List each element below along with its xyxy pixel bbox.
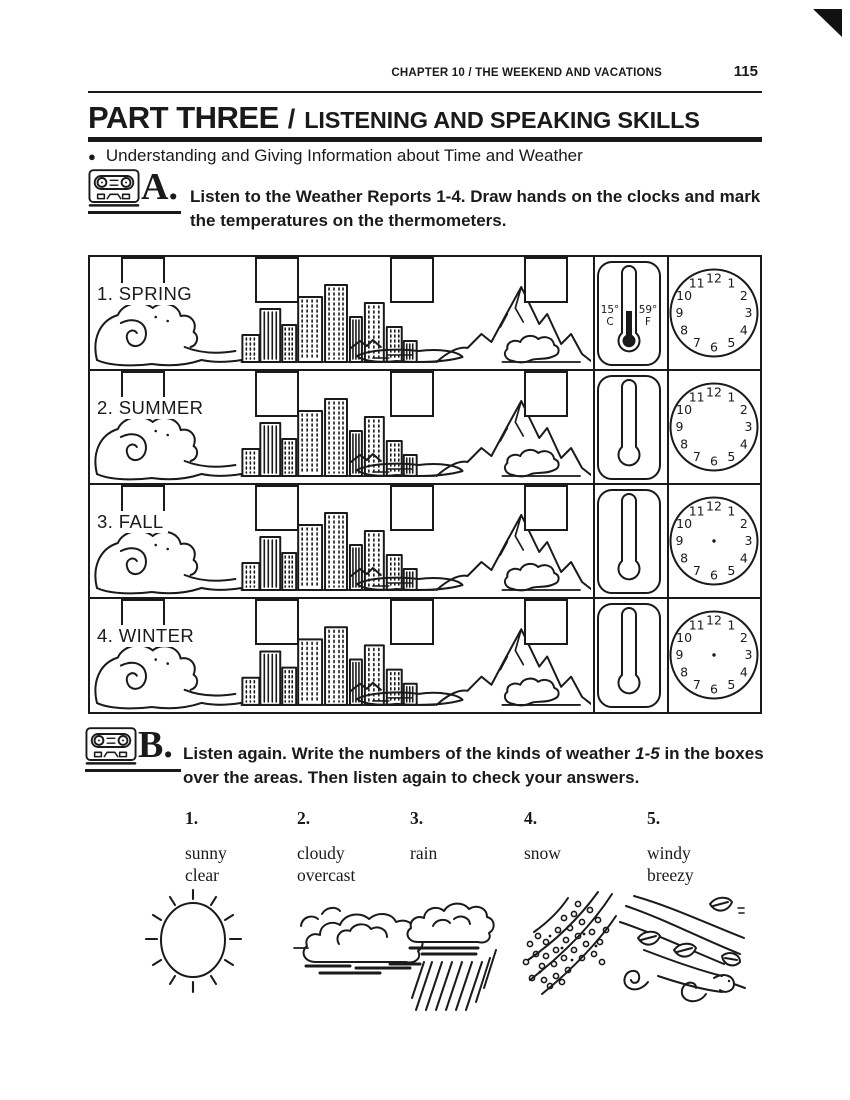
part-title-subtitle: LISTENING AND SPEAKING SKILLS	[304, 107, 700, 133]
svg-text:2: 2	[739, 629, 748, 645]
svg-text:12: 12	[706, 270, 722, 286]
clock-face[interactable]	[669, 382, 759, 472]
lesson-objective	[88, 146, 583, 166]
svg-text:8: 8	[680, 322, 689, 338]
svg-text:12: 12	[706, 498, 722, 514]
clock-center-dot	[712, 653, 715, 656]
clock-face[interactable]	[669, 496, 759, 586]
svg-text:6: 6	[710, 453, 718, 469]
answer-box[interactable]	[255, 371, 299, 417]
svg-text:6: 6	[710, 339, 718, 355]
svg-text:4: 4	[739, 436, 748, 452]
season-label: 1. SPRING	[97, 283, 196, 305]
section-b-underline	[85, 769, 181, 772]
table-row-fall	[90, 485, 760, 599]
svg-text:8: 8	[680, 664, 689, 680]
thermometer[interactable]	[597, 603, 661, 708]
svg-text:6: 6	[710, 681, 718, 697]
weather-key-number: 4.	[524, 808, 538, 828]
clock-center-dot	[712, 539, 715, 542]
svg-text:7: 7	[692, 563, 701, 579]
section-a-underline	[88, 211, 181, 214]
svg-text:1: 1	[727, 389, 736, 405]
celsius-value: 15°	[600, 304, 620, 316]
svg-text:9: 9	[675, 305, 684, 321]
section-a-instructions: Listen to the Weather Reports 1-4. Draw hands on the clocks and mark the temperatures on the thermometers.	[190, 187, 761, 231]
clock-face[interactable]	[669, 610, 759, 700]
svg-text:5: 5	[727, 335, 736, 351]
mercury-bulb	[623, 334, 636, 347]
svg-text:4: 4	[739, 322, 748, 338]
answer-box[interactable]	[255, 599, 299, 645]
weather-key-number: 2.	[297, 808, 311, 828]
answer-box[interactable]	[255, 485, 299, 531]
svg-text:8: 8	[680, 550, 689, 566]
svg-text:7: 7	[692, 335, 701, 351]
clock-face[interactable]	[669, 268, 759, 358]
svg-text:4: 4	[739, 550, 748, 566]
table-row-summer	[90, 371, 760, 485]
svg-text:5: 5	[727, 449, 736, 465]
thermometer[interactable]	[597, 261, 661, 366]
svg-text:11: 11	[688, 503, 705, 519]
svg-text:12: 12	[706, 612, 722, 628]
weather-key-label: cloudy overcast	[297, 843, 356, 886]
weather-range: 1-5	[635, 744, 660, 763]
answer-box[interactable]	[390, 485, 434, 531]
svg-text:9: 9	[675, 647, 684, 663]
part-title	[88, 100, 700, 136]
fahrenheit-unit: F	[644, 316, 652, 328]
part-title-separator: /	[287, 104, 296, 134]
answer-box[interactable]	[390, 599, 434, 645]
seaside-city-mountains-art	[90, 257, 591, 369]
seaside-city-mountains-art	[90, 371, 591, 483]
svg-text:10: 10	[676, 629, 693, 645]
thermometer[interactable]	[597, 375, 661, 480]
svg-text:1: 1	[727, 275, 736, 291]
section-a-letter: A.	[141, 166, 178, 208]
answer-box[interactable]	[524, 257, 568, 303]
seaside-city-mountains-art	[90, 485, 591, 597]
svg-text:6: 6	[710, 567, 718, 583]
svg-text:3: 3	[744, 647, 753, 663]
header-rule	[88, 91, 762, 93]
svg-text:2: 2	[739, 515, 748, 531]
weather-key-number: 5.	[647, 808, 661, 828]
table-row-spring	[90, 257, 760, 371]
svg-text:10: 10	[676, 401, 693, 417]
section-b-letter: B.	[138, 724, 173, 766]
svg-text:7: 7	[692, 449, 701, 465]
weather-key-number: 3.	[410, 808, 424, 828]
sun-icon	[130, 888, 260, 1008]
svg-text:2: 2	[739, 401, 748, 417]
svg-text:10: 10	[676, 515, 693, 531]
answer-box[interactable]	[524, 371, 568, 417]
weather-key-label: snow	[524, 843, 561, 863]
svg-text:3: 3	[744, 533, 753, 549]
svg-text:11: 11	[688, 617, 705, 633]
lesson-objective-text: Understanding and Giving Information about Time and Weather	[105, 146, 583, 165]
part-title-main: PART THREE	[88, 100, 279, 135]
svg-text:4: 4	[739, 664, 748, 680]
bullet-icon: ●	[88, 148, 96, 164]
svg-text:12: 12	[706, 384, 722, 400]
svg-text:1: 1	[727, 617, 736, 633]
season-label: 3. FALL	[97, 511, 168, 533]
svg-text:8: 8	[680, 436, 689, 452]
svg-text:3: 3	[744, 419, 753, 435]
cassette-tape-icon	[88, 168, 140, 210]
weather-key-label: rain	[410, 843, 438, 863]
answer-box[interactable]	[255, 257, 299, 303]
thermometer[interactable]	[597, 489, 661, 594]
weather-key-label: windy breezy	[647, 843, 694, 886]
page-corner-mark	[813, 9, 842, 37]
rain-cloud-icon	[388, 892, 513, 1017]
snowflakes-icon	[510, 890, 620, 1010]
table-row-winter	[90, 599, 760, 712]
answer-box[interactable]	[390, 371, 434, 417]
chapter-header: CHAPTER 10 / THE WEEKEND AND VACATIONS	[391, 67, 662, 79]
svg-text:1: 1	[727, 503, 736, 519]
svg-text:5: 5	[727, 563, 736, 579]
answer-box[interactable]	[390, 257, 434, 303]
answer-box[interactable]	[524, 485, 568, 531]
title-rule	[88, 137, 762, 142]
svg-text:2: 2	[739, 287, 748, 303]
wind-leaves-icon	[618, 892, 748, 1012]
svg-text:7: 7	[692, 677, 701, 693]
fahrenheit-value: 59°	[638, 304, 658, 316]
seasons-table	[88, 255, 762, 714]
season-label: 4. WINTER	[97, 625, 198, 647]
svg-text:10: 10	[676, 287, 693, 303]
svg-text:9: 9	[675, 533, 684, 549]
weather-key-label: sunny clear	[185, 843, 227, 886]
svg-text:11: 11	[688, 275, 705, 291]
celsius-unit: C	[606, 316, 614, 328]
section-b-instructions	[183, 742, 768, 790]
weather-key-number: 1.	[185, 808, 199, 828]
cassette-tape-icon	[85, 726, 137, 768]
page-number: 115	[733, 63, 758, 80]
section-b-instructions-post: in the boxes over the areas. Then listen again to check your answers.	[183, 744, 764, 788]
section-b-instructions-pre: Listen again. Write the numbers of the kinds of weather	[183, 744, 636, 763]
svg-text:3: 3	[744, 305, 753, 321]
season-label: 2. SUMMER	[97, 397, 207, 419]
svg-text:11: 11	[688, 389, 705, 405]
answer-box[interactable]	[524, 599, 568, 645]
svg-text:9: 9	[675, 419, 684, 435]
svg-text:5: 5	[727, 677, 736, 693]
seaside-city-mountains-art	[90, 599, 591, 712]
